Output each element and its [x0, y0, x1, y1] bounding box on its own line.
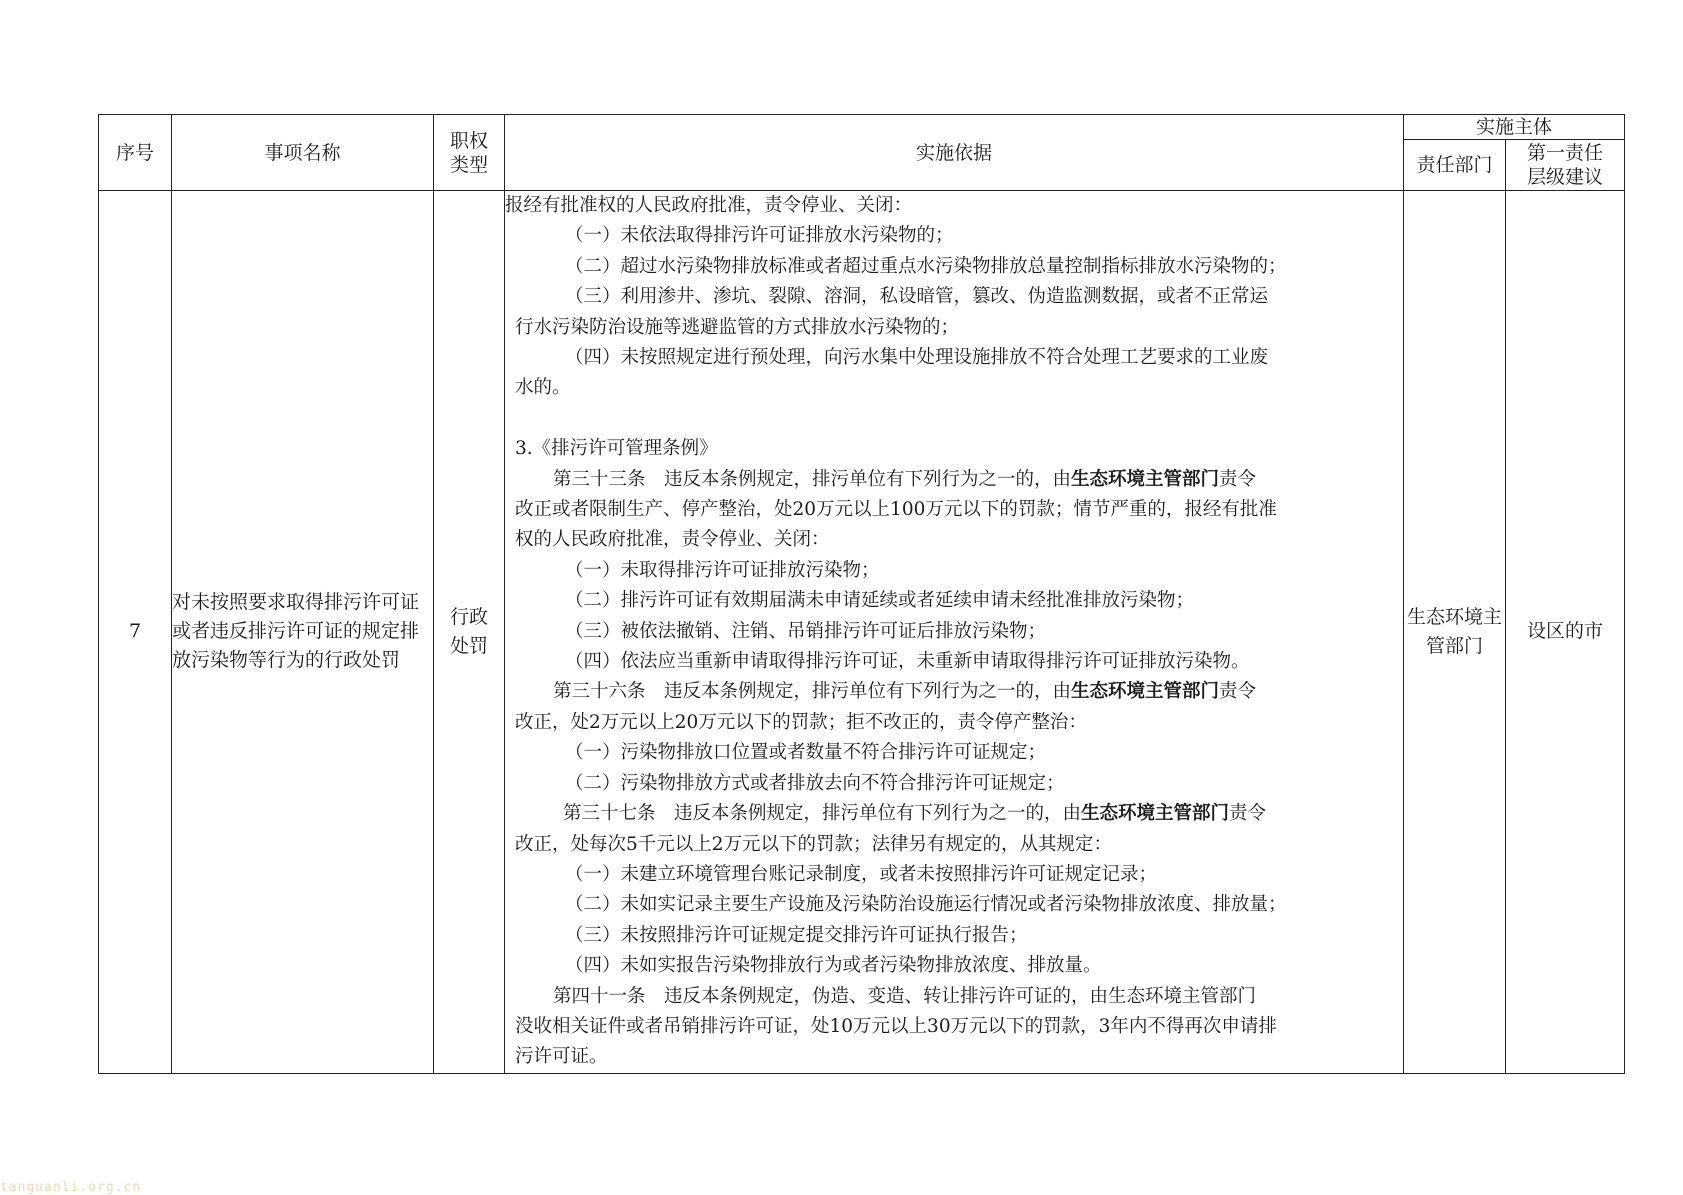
basis-line [505, 677, 1403, 707]
header-level-line2: 层级建议 [1527, 166, 1604, 188]
basis-line: （三）未按照排污许可证规定提交排污许可证执行报告； [565, 924, 1028, 946]
basis-line: 改正或者限制生产、停产整治，处20万元以上100万元以下的罚款；情节严重的，报经有批准 [515, 499, 1277, 521]
basis-text: 第三十七条 违反本条例规定，排污单位有下列行为之一的，由 [563, 803, 1082, 825]
table-header [99, 115, 1625, 191]
basis-line [505, 799, 1403, 829]
basis-line: 改正，处每次5千元以上2万元以下的罚款；法律另有规定的，从其规定： [515, 833, 1113, 855]
basis-line: （四）未如实报告污染物排放行为或者污染物排放浓度、排放量。 [565, 955, 1102, 977]
row-dept: 生态环境主管部门 [1404, 191, 1506, 1074]
row-type [434, 191, 505, 1074]
basis-line: （二）污染物排放方式或者排放去向不符合排污许可证规定； [565, 772, 1065, 794]
basis-spacer [505, 404, 1403, 434]
basis-line: 改正，处2万元以上20万元以下的罚款；拒不改正的，责令停产整治： [515, 711, 1087, 733]
header-seq: 序号 [99, 115, 172, 191]
basis-keyword: 生态环境主管部门 [1071, 468, 1220, 490]
basis-line: （四）依法应当重新申请取得排污许可证，未重新申请取得排污许可证排放污染物。 [565, 651, 1250, 673]
basis-line: （三）被依法撤销、注销、吊销排污许可证后排放污染物； [565, 620, 1047, 642]
basis-keyword: 生态环境主管部门 [1071, 681, 1220, 703]
row-basis [505, 191, 1404, 1074]
header-type-line1: 职权 [449, 129, 488, 152]
basis-line: （一）未取得排污许可证排放污染物； [565, 559, 880, 581]
basis-line: （一）污染物排放口位置或者数量不符合排污许可证规定； [565, 742, 1047, 764]
basis-line: （二）未如实记录主要生产设施及污染防治设施运行情况或者污染物排放浓度、排放量； [565, 894, 1287, 916]
header-subject: 实施主体 [1404, 115, 1625, 140]
basis-line: （一）未依法取得排污许可证排放水污染物的； [565, 225, 954, 247]
table-row [99, 191, 1625, 1074]
basis-line [505, 465, 1403, 495]
basis-line: 3.《排污许可管理条例》 [515, 438, 718, 460]
basis-line: （三）利用渗井、渗坑、裂隙、溶洞，私设暗管，篡改、伪造监测数据，或者不正常运 [565, 286, 1269, 308]
basis-line: 第四十一条 违反本条例规定，伪造、变造、转让排污许可证的，由生态环境主管部门 [553, 985, 1257, 1007]
basis-line: （二）超过水污染物排放标准或者超过重点水污染物排放总量控制指标排放水污染物的； [565, 255, 1287, 277]
header-level-line1: 第一责任 [1527, 142, 1604, 164]
row-name: 对未按照要求取得排污许可证或者违反排污许可证的规定排放污染物等行为的行政处罚 [172, 191, 434, 1074]
basis-line: 没收相关证件或者吊销排污许可证，处10万元以上30万元以下的罚款，3年内不得再次申请排 [515, 1015, 1277, 1037]
basis-line: （一）未建立环境管理台账记录制度，或者未按照排污许可证规定记录； [565, 863, 1158, 885]
header-level [1506, 140, 1625, 191]
basis-text: 责令 [1219, 681, 1257, 703]
basis-line: 报经有批准权的人民政府批准，责令停业、关闭： [505, 195, 913, 216]
basis-line: 污许可证。 [515, 1046, 608, 1068]
basis-text: 第三十六条 违反本条例规定，排污单位有下列行为之一的，由 [553, 681, 1072, 703]
watermark: tanguanli.org.cn [0, 1180, 142, 1195]
basis-line: （四）未按照规定进行预处理，向污水集中处理设施排放不符合处理工艺要求的工业废 [565, 347, 1269, 369]
header-basis: 实施依据 [505, 115, 1404, 191]
basis-text: 责令 [1229, 803, 1267, 825]
row-level: 设区的市 [1506, 191, 1625, 1074]
basis-keyword: 生态环境主管部门 [1081, 803, 1230, 825]
row-seq: 7 [99, 191, 172, 1074]
basis-text: 第三十三条 违反本条例规定，排污单位有下列行为之一的，由 [553, 468, 1072, 490]
header-type-line2: 类型 [449, 153, 488, 176]
power-list-table [98, 114, 1625, 1074]
header-dept: 责任部门 [1404, 140, 1506, 191]
row-type-line1: 行政 [449, 605, 488, 628]
basis-line: 行水污染防治设施等逃避监管的方式排放水污染物的； [515, 316, 960, 338]
basis-text: 责令 [1219, 468, 1257, 490]
basis-line: 水的。 [515, 377, 571, 399]
header-name: 事项名称 [172, 115, 434, 191]
header-type [434, 115, 505, 191]
row-type-line2: 处罚 [449, 634, 488, 657]
basis-line: 权的人民政府批准，责令停业、关闭： [515, 529, 830, 551]
basis-line: （二）排污许可证有效期届满未申请延续或者延续申请未经批准排放污染物； [565, 590, 1195, 612]
